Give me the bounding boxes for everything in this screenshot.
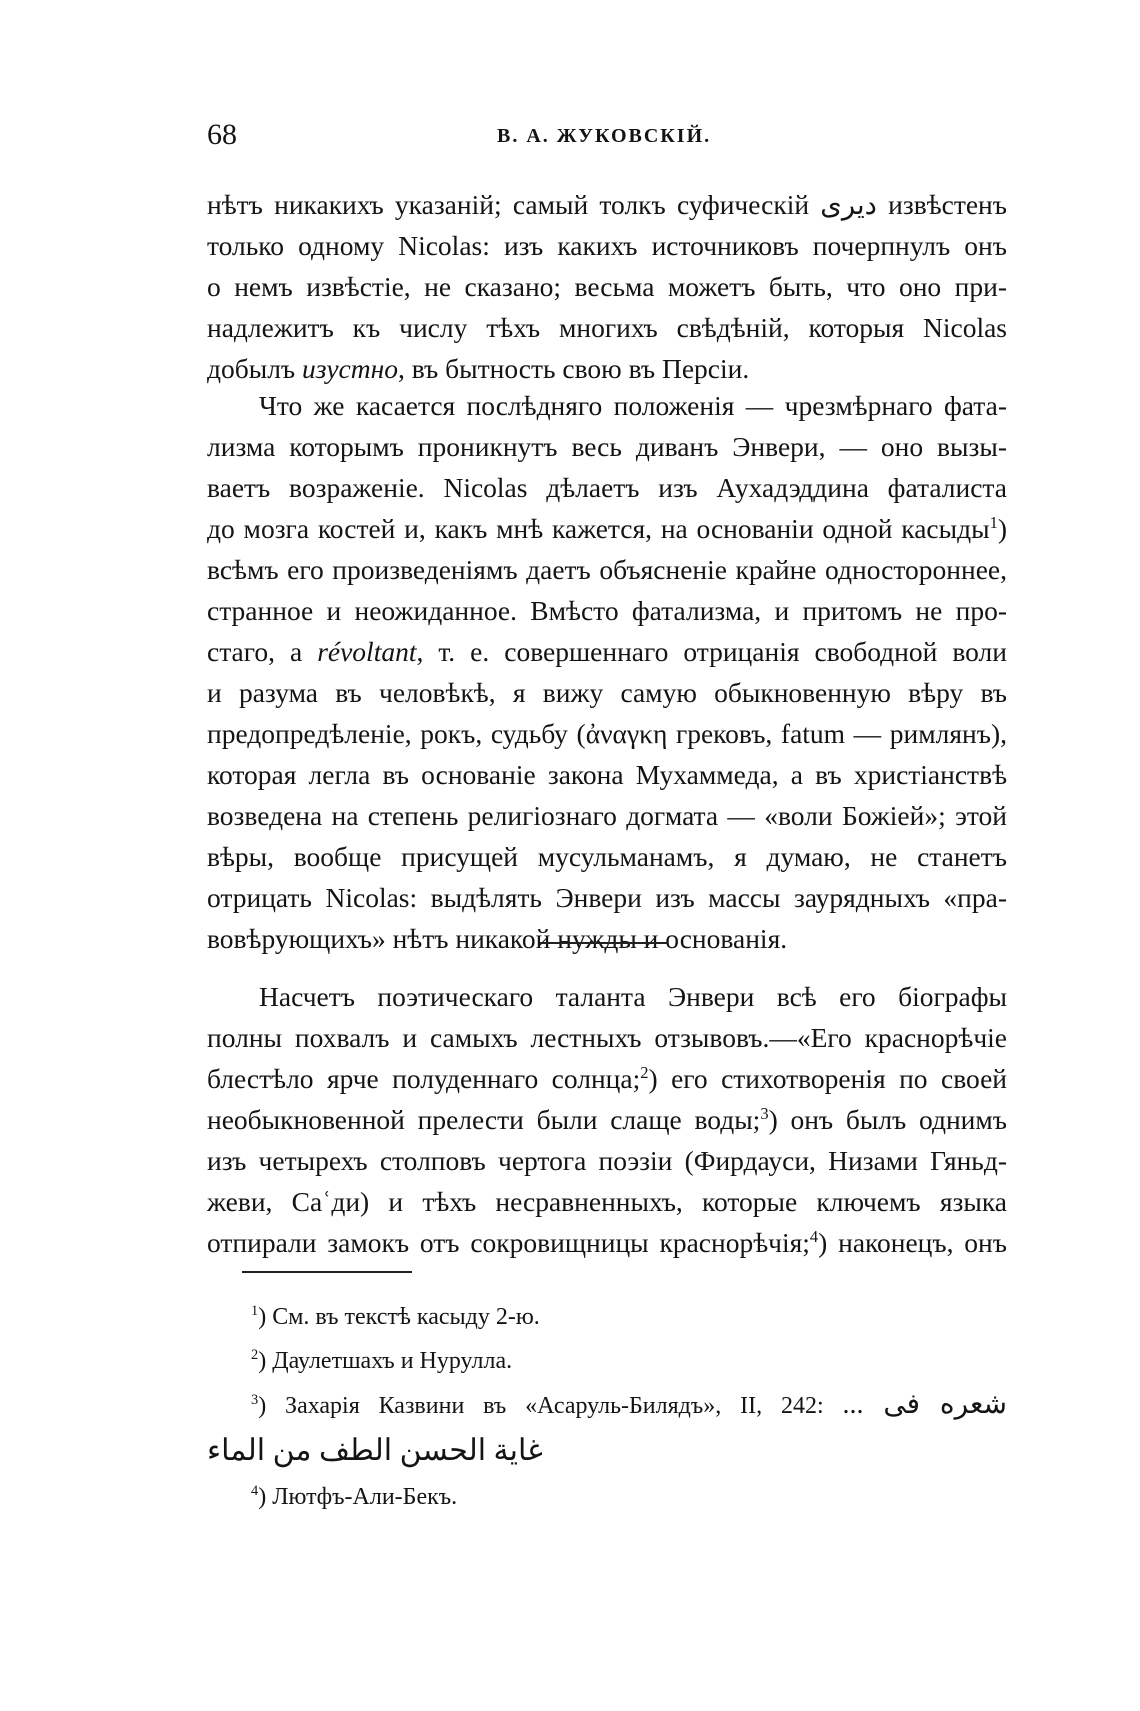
text-line: полны похвалъ и самыхъ лестныхъ отзывовъ.—«Его краснорѣчіе — [207, 1022, 1007, 1053]
text-line: вѣры, вообще присущей мусульманамъ, я думаю, не станетъ — [207, 841, 1007, 872]
text-line — [207, 1222, 1007, 1263]
text-line: предопредѣленіе, рокъ, судьбу (ἀναγκη грековъ, fatum — римлянъ), — [207, 718, 1007, 749]
footnote-ref: 3 — [760, 1103, 769, 1123]
italic-word: изустно — [302, 353, 398, 384]
text-line: которая легла въ основаніе закона Мухаммеда, а въ христіанствѣ — [207, 759, 1007, 790]
text-line: только одному Nicolas: изъ какихъ источниковъ почерпнулъ онъ — [207, 230, 1007, 261]
text-line: вовѣрующихъ» нѣтъ никакой нужды и основанія. — [207, 923, 788, 954]
text-span: стаго, а — [207, 636, 318, 667]
page-number: 68 — [207, 118, 237, 151]
footnote-text: ) Лютфъ-Али-Бекъ. — [258, 1484, 458, 1510]
text-span: отпирали замокъ отъ сокровищницы краснорѣчія; — [207, 1227, 810, 1258]
text-line — [207, 508, 1007, 549]
text-line: лизма которымъ проникнутъ весь диванъ Энвери, — оно вызы- — [207, 431, 1007, 462]
paragraph-3 — [207, 976, 1007, 1263]
text-line: изъ четырехъ столповъ чертога поэзіи (Фирдауси, Низами Гяньд- — [207, 1145, 1007, 1176]
footnote-text: ) Захарія Казвини въ «Асаруль-Билядъ», II, 242: — [258, 1393, 824, 1419]
text-line: возведена на степень религіознаго догмата — «воли Божіей»; этой — [207, 800, 1007, 831]
text-span: ) онъ былъ однимъ — [768, 1104, 1007, 1135]
footnote-number: 2 — [251, 1347, 259, 1363]
footnote-2 — [207, 1339, 1007, 1383]
text-line: Насчетъ поэтическаго таланта Энвери всѣ его біографы — [259, 981, 1007, 1012]
footnote-number: 3 — [251, 1392, 259, 1408]
text-span: необыкновенной прелести были слаще воды; — [207, 1104, 761, 1135]
arabic-quote: شعره فی ... — [842, 1389, 1008, 1420]
text-line: отрицать Nicolas: выдѣлять Энвери изъ массы заурядныхъ «пра- — [207, 882, 1007, 913]
arabic-quote-line: غاية الحسن الطف من الماء — [207, 1434, 543, 1467]
text-span: , т. е. совершеннаго отрицанія свободной воли — [416, 636, 1007, 667]
footnote-text: ) Даулетшахъ и Нурулла. — [258, 1348, 513, 1374]
footnote-1 — [207, 1295, 1007, 1339]
text-span: ) — [997, 513, 1007, 544]
text-line: о немъ извѣстіе, не сказано; весьма можетъ быть, что оно при- — [207, 271, 1007, 302]
text-span: блестѣло ярче полуденнаго солнца; — [207, 1063, 641, 1094]
text-line: нѣтъ никакихъ указаній; самый толкъ суфическій دیری извѣстенъ — [207, 189, 1007, 220]
footnotes — [207, 1295, 1007, 1519]
text-span: добылъ — [207, 353, 303, 384]
text-line — [207, 348, 1007, 389]
footnote-4 — [207, 1475, 1007, 1519]
text-line: ваетъ возраженіе. Nicolas дѣлаетъ изъ Аухадэддина фаталиста — [207, 472, 1007, 503]
footnote-ref: 2 — [640, 1062, 649, 1082]
footnote-3 — [207, 1383, 1007, 1427]
section-divider — [540, 942, 668, 944]
running-title: В. А. ЖУКОВСКІЙ. — [497, 125, 712, 147]
text-line: странное и неожиданное. Вмѣсто фатализма, и притомъ не про- — [207, 595, 1007, 626]
page-header — [207, 118, 1007, 158]
text-line: Что же касается послѣдняго положенія — чрезмѣрнаго фата- — [259, 390, 1007, 421]
paragraph-2 — [207, 385, 1007, 959]
footnote-number: 4 — [251, 1483, 259, 1499]
text-span: ) его стихотворенія по своей — [648, 1063, 1007, 1094]
text-span: ) наконецъ, онъ — [818, 1227, 1007, 1258]
text-line: надлежитъ къ числу тѣхъ многихъ свѣдѣній, которыя Nicolas — [207, 312, 1007, 343]
text-line — [207, 1058, 1007, 1099]
footnote-ref: 4 — [809, 1226, 819, 1246]
footnote-rule — [242, 1271, 412, 1273]
footnote-text: ) См. въ текстѣ касыду 2-ю. — [258, 1304, 540, 1330]
footnote-ref: 1 — [989, 512, 998, 532]
footnote-number: 1 — [251, 1303, 259, 1319]
text-line: всѣмъ его произведеніямъ даетъ объясненіе крайне одностороннее, — [207, 554, 1007, 585]
italic-word: révoltant — [317, 636, 417, 667]
text-line: жеви, Саʿди) и тѣхъ несравненныхъ, которые ключемъ языка — [207, 1186, 1007, 1217]
paragraph-1 — [207, 184, 1007, 389]
text-span: , въ бытность свою въ Персіи. — [398, 353, 750, 384]
text-span: до мозга костей и, какъ мнѣ кажется, на основаніи одной касыды — [207, 513, 990, 544]
text-line — [207, 1099, 1007, 1140]
text-line: и разума въ человѣкѣ, я вижу самую обыкновенную вѣру въ — [207, 677, 1007, 708]
text-line — [207, 631, 1007, 672]
